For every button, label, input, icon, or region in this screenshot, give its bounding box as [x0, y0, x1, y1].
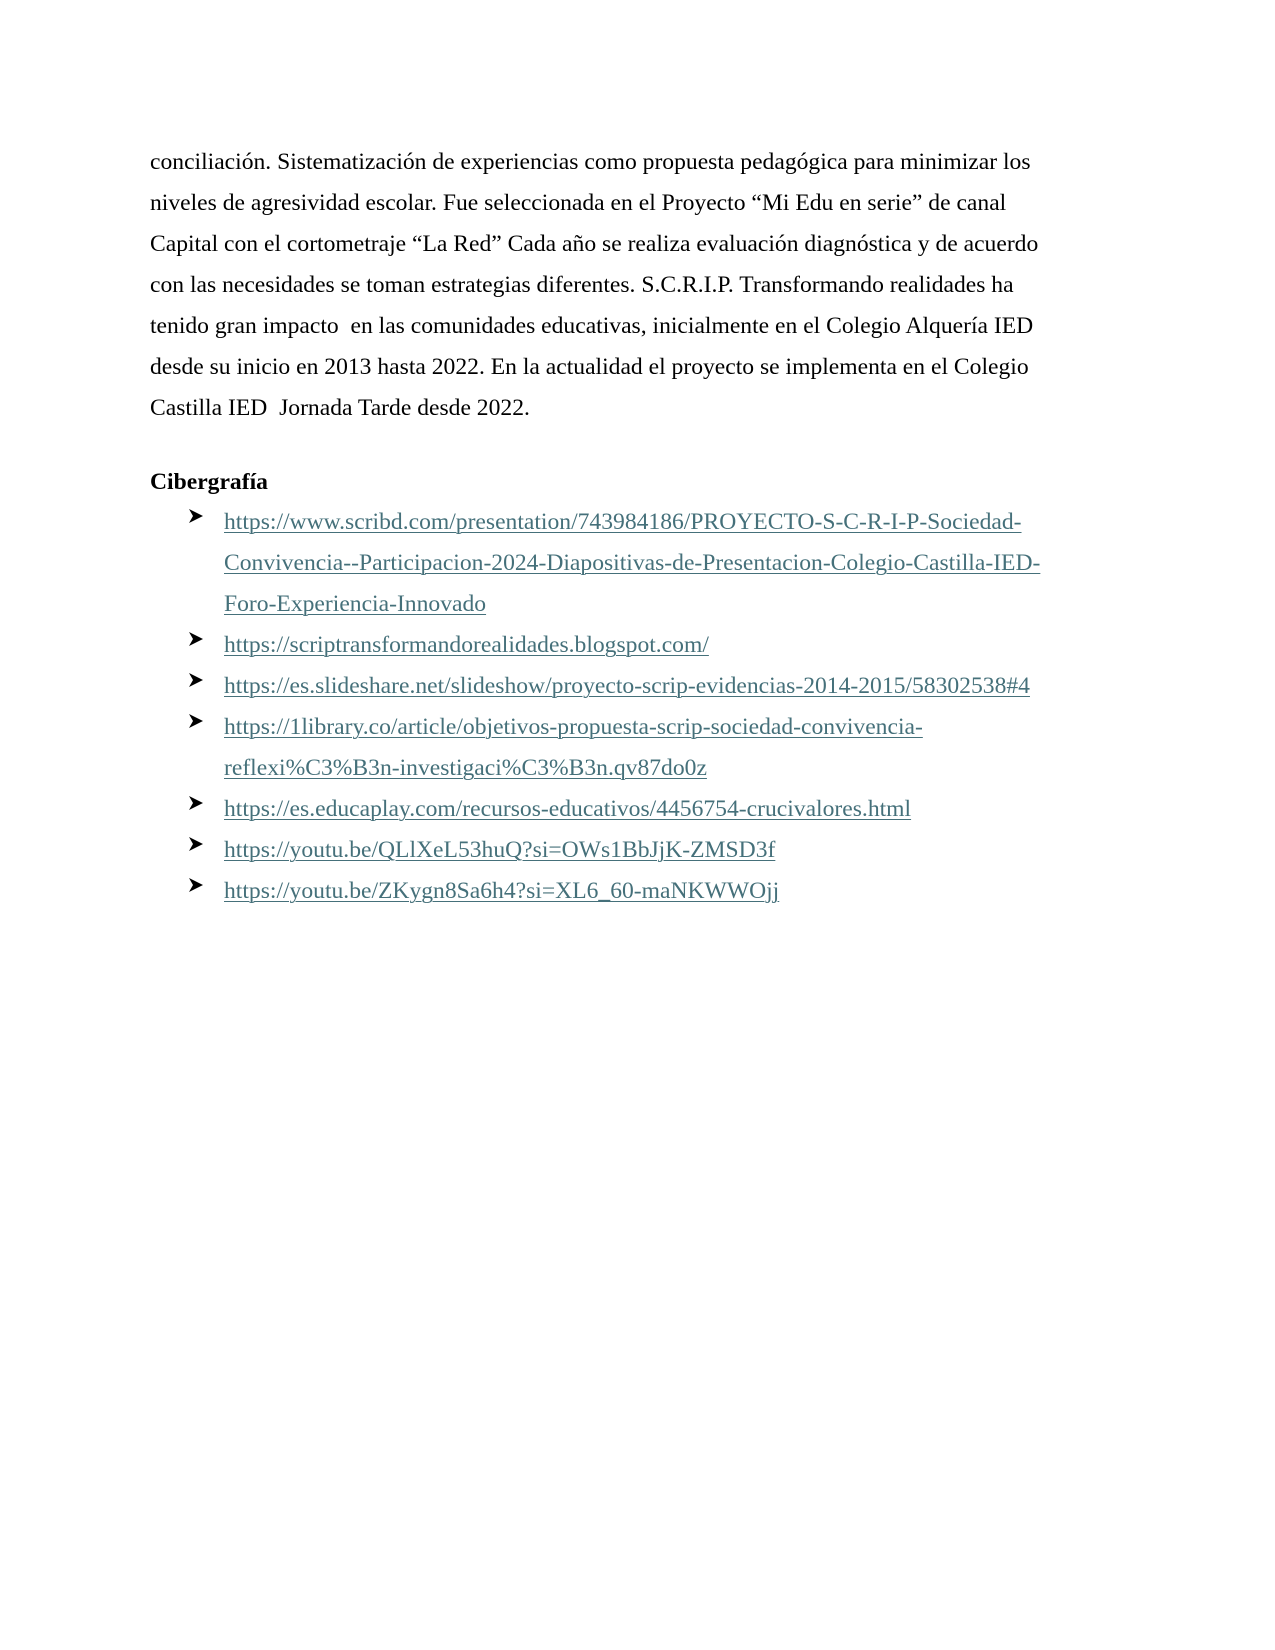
- arrowhead-bullet-icon: [188, 877, 204, 893]
- arrowhead-bullet-icon: [188, 508, 204, 524]
- reference-link[interactable]: https://youtu.be/ZKygn8Sa6h4?si=XL6_60-maNKWWOjj: [224, 878, 780, 904]
- reference-link[interactable]: https://youtu.be/QLlXeL53huQ?si=OWs1BbJjK-ZMSD3f: [224, 837, 776, 863]
- reference-link-continued[interactable]: Convivencia--Participacion-2024-Diapositivas-de-Presentacion-Colegio-Castilla-IED-: [224, 550, 1041, 576]
- reference-link-continued[interactable]: Foro-Experiencia-Innovado: [224, 591, 487, 617]
- arrowhead-bullet-icon: [188, 795, 204, 811]
- arrowhead-bullet-icon: [188, 836, 204, 852]
- arrowhead-bullet-icon: [188, 672, 204, 688]
- arrowhead-bullet-icon: [188, 713, 204, 729]
- reference-link[interactable]: https://1library.co/article/objetivos-propuesta-scrip-sociedad-convivencia-: [224, 714, 923, 740]
- reference-link[interactable]: https://es.educaplay.com/recursos-educativos/4456754-crucivalores.html: [224, 796, 912, 822]
- reference-link[interactable]: https://es.slideshare.net/slideshow/proyecto-scrip-evidencias-2014-2015/58302538#4: [224, 673, 1030, 699]
- paragraph-line: Capital con el cortometraje “La Red” Cada año se realiza evaluación diagnóstica y de acuerdo: [150, 231, 1039, 257]
- paragraph-line: conciliación. Sistematización de experiencias como propuesta pedagógica para minimizar los: [150, 149, 1031, 175]
- paragraph-line: Castilla IED Jornada Tarde desde 2022.: [150, 395, 530, 421]
- section-heading: Cibergrafía: [150, 469, 268, 495]
- reference-link-continued[interactable]: reflexi%C3%B3n-investigaci%C3%B3n.qv87do0z: [224, 755, 707, 781]
- paragraph-line: tenido gran impacto en las comunidades educativas, inicialmente en el Colegio Alquería IED: [150, 313, 1034, 339]
- reference-link[interactable]: https://scriptransformandorealidades.blogspot.com/: [224, 632, 709, 658]
- paragraph-line: desde su inicio en 2013 hasta 2022. En la actualidad el proyecto se implementa en el Colegio: [150, 354, 1029, 380]
- reference-link[interactable]: https://www.scribd.com/presentation/743984186/PROYECTO-S-C-R-I-P-Sociedad-: [224, 509, 1022, 535]
- arrowhead-bullet-icon: [188, 631, 204, 647]
- paragraph-line: con las necesidades se toman estrategias diferentes. S.C.R.I.P. Transformando realidades ha: [150, 272, 1014, 298]
- paragraph-line: niveles de agresividad escolar. Fue seleccionada en el Proyecto “Mi Edu en serie” de canal: [150, 190, 1007, 216]
